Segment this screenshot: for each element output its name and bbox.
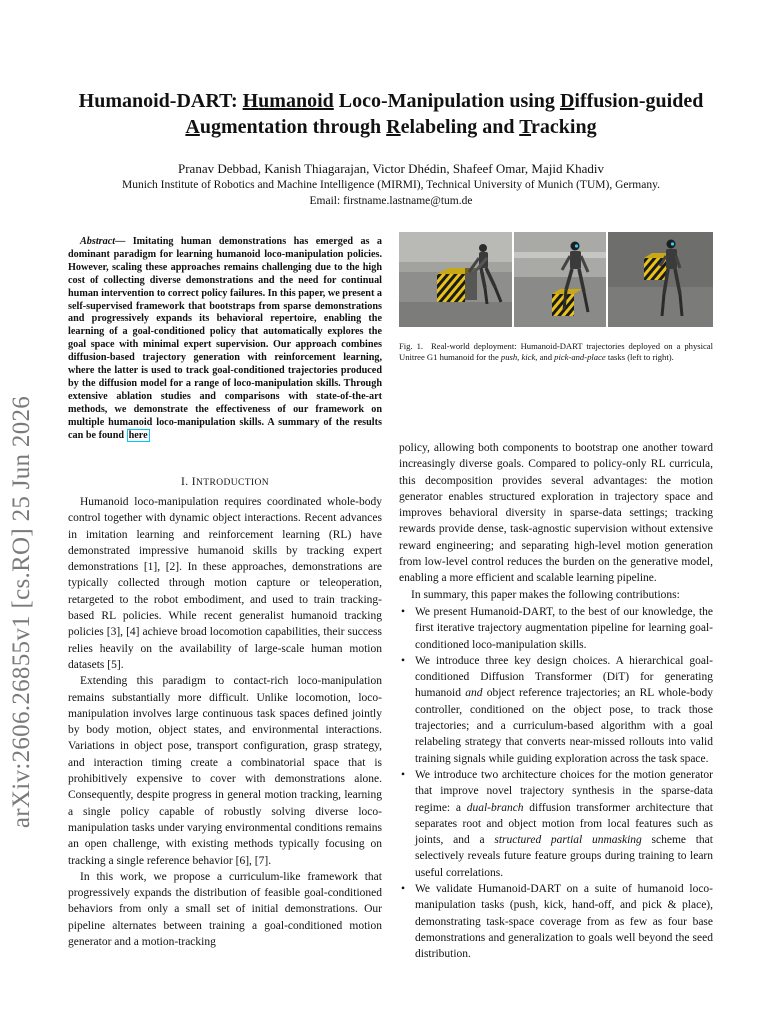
contribution-item: • We introduce three key design choices. A hierarchical goal-conditioned Diffusion Transformer (DiT) for generating humanoid and object reference trajectories; an RL whole-body controller, conditioned on the object pose, to track those trajectories; and a curriculum-based algorithm with a goal relabeling strategy that converts near-missed rollouts into valid training signals while guiding exploration across the task space.	[399, 653, 713, 767]
figure-1-photos	[399, 232, 713, 327]
title-line-1: Humanoid-DART: Humanoid Loco-Manipulation using Diffusion-guided	[78, 90, 704, 112]
figure-1-caption: Fig. 1. Real-world deployment: Humanoid-DART trajectories deployed on a physical Unitree G1 humanoid for the push, kick, and pick-and-place tasks (left to right).	[399, 341, 713, 363]
introduction-body	[68, 494, 382, 950]
body-paragraph: policy, allowing both components to bootstrap one another toward increasingly diverse goals. Compared to policy-only RL curricula, this decomposition provides several advantages: the motion generator enables structured exploration in trajectory space and improves behavioral diversity in sparse-data settings; tracking rewards provide dense, task-agnostic supervision without extensive reward engineering; and separating high-level motion generation from low-level control reduces the burden on the generative model, enabling a more efficient and scalable learning pipeline.	[399, 442, 713, 585]
intro-paragraph: Humanoid loco-manipulation requires coordinated whole-body control together with dynamic object interactions. Recent advances in imitation learning and reinforcement learning (RL) have demonstrated impressive humanoid skills by tracking expert demonstrations [1], [2]. In these approaches, demonstrations are typically collected through motion capture or teleoperation, retargeted to the robot embodiment, and used to train tracking-based RL policies. While recent generalist humanoid tracking policies [3], [4] achieve broad locomotion capabilities, their success relies heavily on the availability of large-scale human motion datasets [5].	[68, 496, 382, 671]
arxiv-stamp: arXiv:2606.26855v1 [cs.RO] 25 Jun 2026	[8, 395, 35, 829]
intro-paragraph: Extending this paradigm to contact-rich loco-manipulation remains substantially more difficult. Unlike locomotion, loco-manipulation involves large continuous task spaces defined jointly by body motion, object states, and environmental interactions. Variations in object pose, transport configuration, grasp strategy, and interaction timing create a combinatorial space that is prohibitively expensive to cover with demonstrations alone. Consequently, despite progress in general motion tracking, learning a single policy capable of robustly solving diverse loco-manipulation tasks under varying environmental conditions remains an open challenge, with existing methods typically focusing on tracking a single reference behavior [6], [7].	[68, 675, 382, 867]
title-line-2: Augmentation through Relabeling and Tracking	[185, 116, 597, 138]
author-list: Pranav Debbad, Kanish Thiagarajan, Victor Dhédin, Shafeef Omar, Majid Khadiv	[177, 161, 604, 176]
contribution-item: • We introduce two architecture choices for the motion generator that improve novel trajectory synthesis in the sparse-data regime: a dual-branch diffusion transformer architecture that separates root and object motion from local features such as joints, and a structured partial unmasking scheme that selectively reveals future feature groups during training to learn useful correlations.	[399, 767, 713, 881]
abstract: Abstract— Imitating human demonstrations has emerged as a dominant paradigm for learning humanoid loco-manipulation policies. However, scaling these approaches remains challenging due to the high cost of collecting diverse demonstrations and the need for continual human intervention to correct policy failures. In this paper, we present a self-supervised framework that bootstraps from sparse demonstrations and progressively expands its behavioral repertoire, enabling the learning of a goal-conditioned policy that automatically explores the goal space with minimal expert supervision. Our approach combines diffusion-based trajectory generation with reinforcement learning, where the latter is used to track goal-conditioned trajectories produced by the diffusion model for a range of loco-manipulation skills. Through extensive ablation studies and comparisons with state-of-the-art methods, we demonstrate the effectiveness of our framework on multiple humanoid loco-manipulation skills. A summary of the results can be found here	[68, 236, 383, 441]
section-heading-introduction: I. INTRODUCTION	[180, 476, 270, 488]
intro-paragraph: In this work, we propose a curriculum-like framework that progressively expands the distribution of feasible goal-conditioned behaviors from only a small set of initial demonstrations. Our pipeline alternates between training a goal-conditioned motion generator and a motion-tracking	[68, 870, 382, 949]
figure-label: Fig. 1.	[399, 341, 424, 351]
contributions-intro: In summary, this paper makes the following contributions:	[411, 588, 680, 601]
paper-title	[50, 88, 732, 140]
abstract-text: Imitating human demonstrations has emerged as a dominant paradigm for learning humanoid loco-manipulation policies. However, scaling these approaches remains challenging due to the high cost of collecting diverse demonstrations and the need for continual human intervention to correct policy failures. In this paper, we present a self-supervised framework that bootstraps from sparse demonstrations and progressively expands its behavioral repertoire, enabling the learning of a goal-conditioned policy that automatically explores the goal space with minimal expert supervision. Our approach combines diffusion-based trajectory generation with reinforcement learning, where the latter is used to track goal-conditioned trajectories produced by the diffusion model for a range of loco-manipulation skills. Through extensive ablation studies and comparisons with state-of-the-art methods, we demonstrate the effectiveness of our framework on multiple humanoid loco-manipulation skills. A summary of the results can be found	[68, 236, 383, 441]
photo-pick-and-place-task	[608, 232, 713, 327]
photo-push-task	[399, 232, 512, 327]
results-link[interactable]: here	[128, 429, 148, 441]
photo-kick-task	[514, 232, 606, 327]
right-column-body	[399, 440, 713, 963]
contributions-list	[399, 604, 713, 963]
affiliation: Munich Institute of Robotics and Machine Intelligence (MIRMI), Technical University of Munich (TUM), Germany.	[122, 179, 660, 191]
contact-email: Email: firstname.lastname@tum.de	[309, 195, 473, 207]
contribution-item: • We validate Humanoid-DART on a suite of humanoid loco-manipulation tasks (push, kick, hand-off, and pick & place), demonstrating task-space coverage from as few as four base demonstrations and generalization to goals well beyond the seed distribution.	[399, 881, 713, 962]
abstract-label: Abstract	[80, 236, 116, 247]
contribution-item: • We present Humanoid-DART, to the best of our knowledge, the first iterative trajectory augmentation pipeline for learning goal-conditioned loco-manipulation skills.	[399, 604, 713, 653]
